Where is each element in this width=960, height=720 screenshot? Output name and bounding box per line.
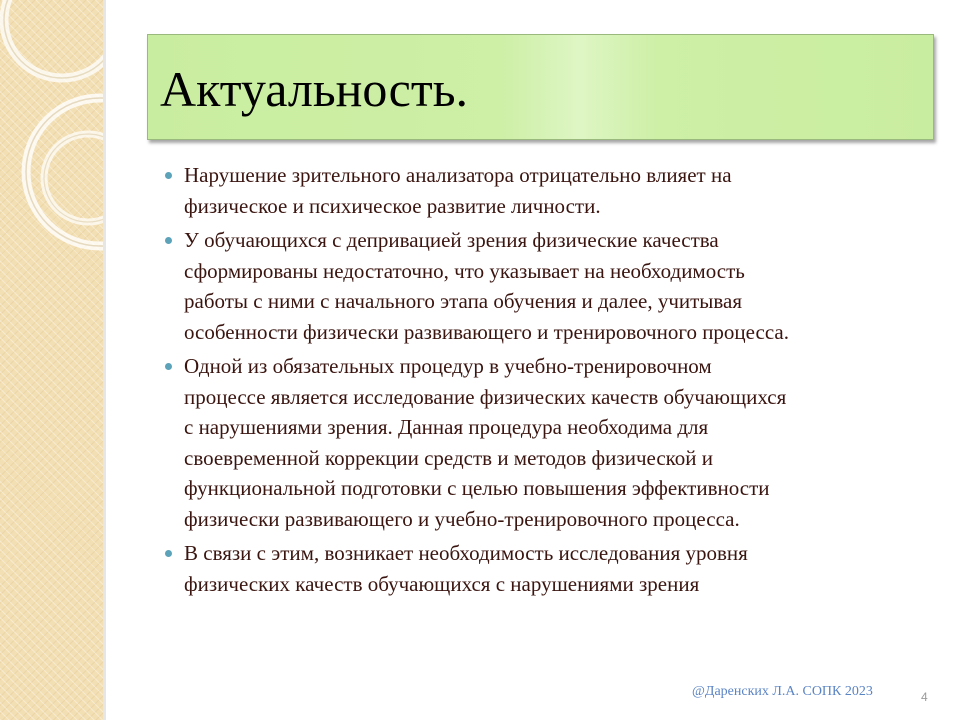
bullet-dot-icon <box>165 172 172 179</box>
bullet-text-line: сформированы недостаточно, что указывает на необходимость <box>184 258 745 283</box>
bullet-text-line: с нарушениями зрения. Данная процедура необходима для <box>184 415 709 439</box>
bullet-text-line: У обучающихся с депривацией зрения физические качества <box>184 228 719 252</box>
title-banner <box>147 34 934 140</box>
bullet-text-line: физическое и психическое развитие личности. <box>184 193 601 218</box>
bullet-text-line: В связи с этим, возникает необходимость исследования уровня <box>184 541 748 565</box>
bullet-dot-icon <box>165 550 172 557</box>
bullet-item <box>165 538 940 599</box>
bullet-text-line: физических качеств обучающихся с нарушениями зрения <box>184 571 700 596</box>
bullet-item <box>165 160 940 221</box>
bullet-text-line: своевременной коррекции средств и методов физической и <box>184 445 714 470</box>
bullet-dot-icon <box>165 237 172 244</box>
bullet-text-line: Нарушение зрительного анализатора отрицательно влияет на <box>184 163 732 187</box>
bullet-text-line: работы с ними с начального этапа обучения и далее, учитывая <box>184 289 743 313</box>
page-number: 4 <box>921 690 928 704</box>
bullet-item <box>165 225 940 347</box>
decorative-circles <box>0 0 105 720</box>
bullet-text-line: Одной из обязательных процедур в учебно-тренировочном <box>184 354 712 378</box>
bullet-item <box>165 351 940 534</box>
side-strip-edge <box>103 0 106 720</box>
bullet-text-line: процессе является исследование физических качеств обучающихся <box>184 384 787 409</box>
bullet-text-line: особенности физически развивающего и тренировочного процесса. <box>184 319 789 344</box>
slide-title: Актуальность. <box>160 61 469 117</box>
bullet-list <box>165 160 940 603</box>
bullet-text-line: физически развивающего и учебно-тренировочного процесса. <box>184 506 740 531</box>
bullet-dot-icon <box>165 363 172 370</box>
decorative-side-strip <box>0 0 105 720</box>
footer-credit: @Даренских Л.А. СОПК 2023 <box>692 684 873 699</box>
bullet-text-line: функциональной подготовки с целью повышения эффективности <box>184 476 770 500</box>
